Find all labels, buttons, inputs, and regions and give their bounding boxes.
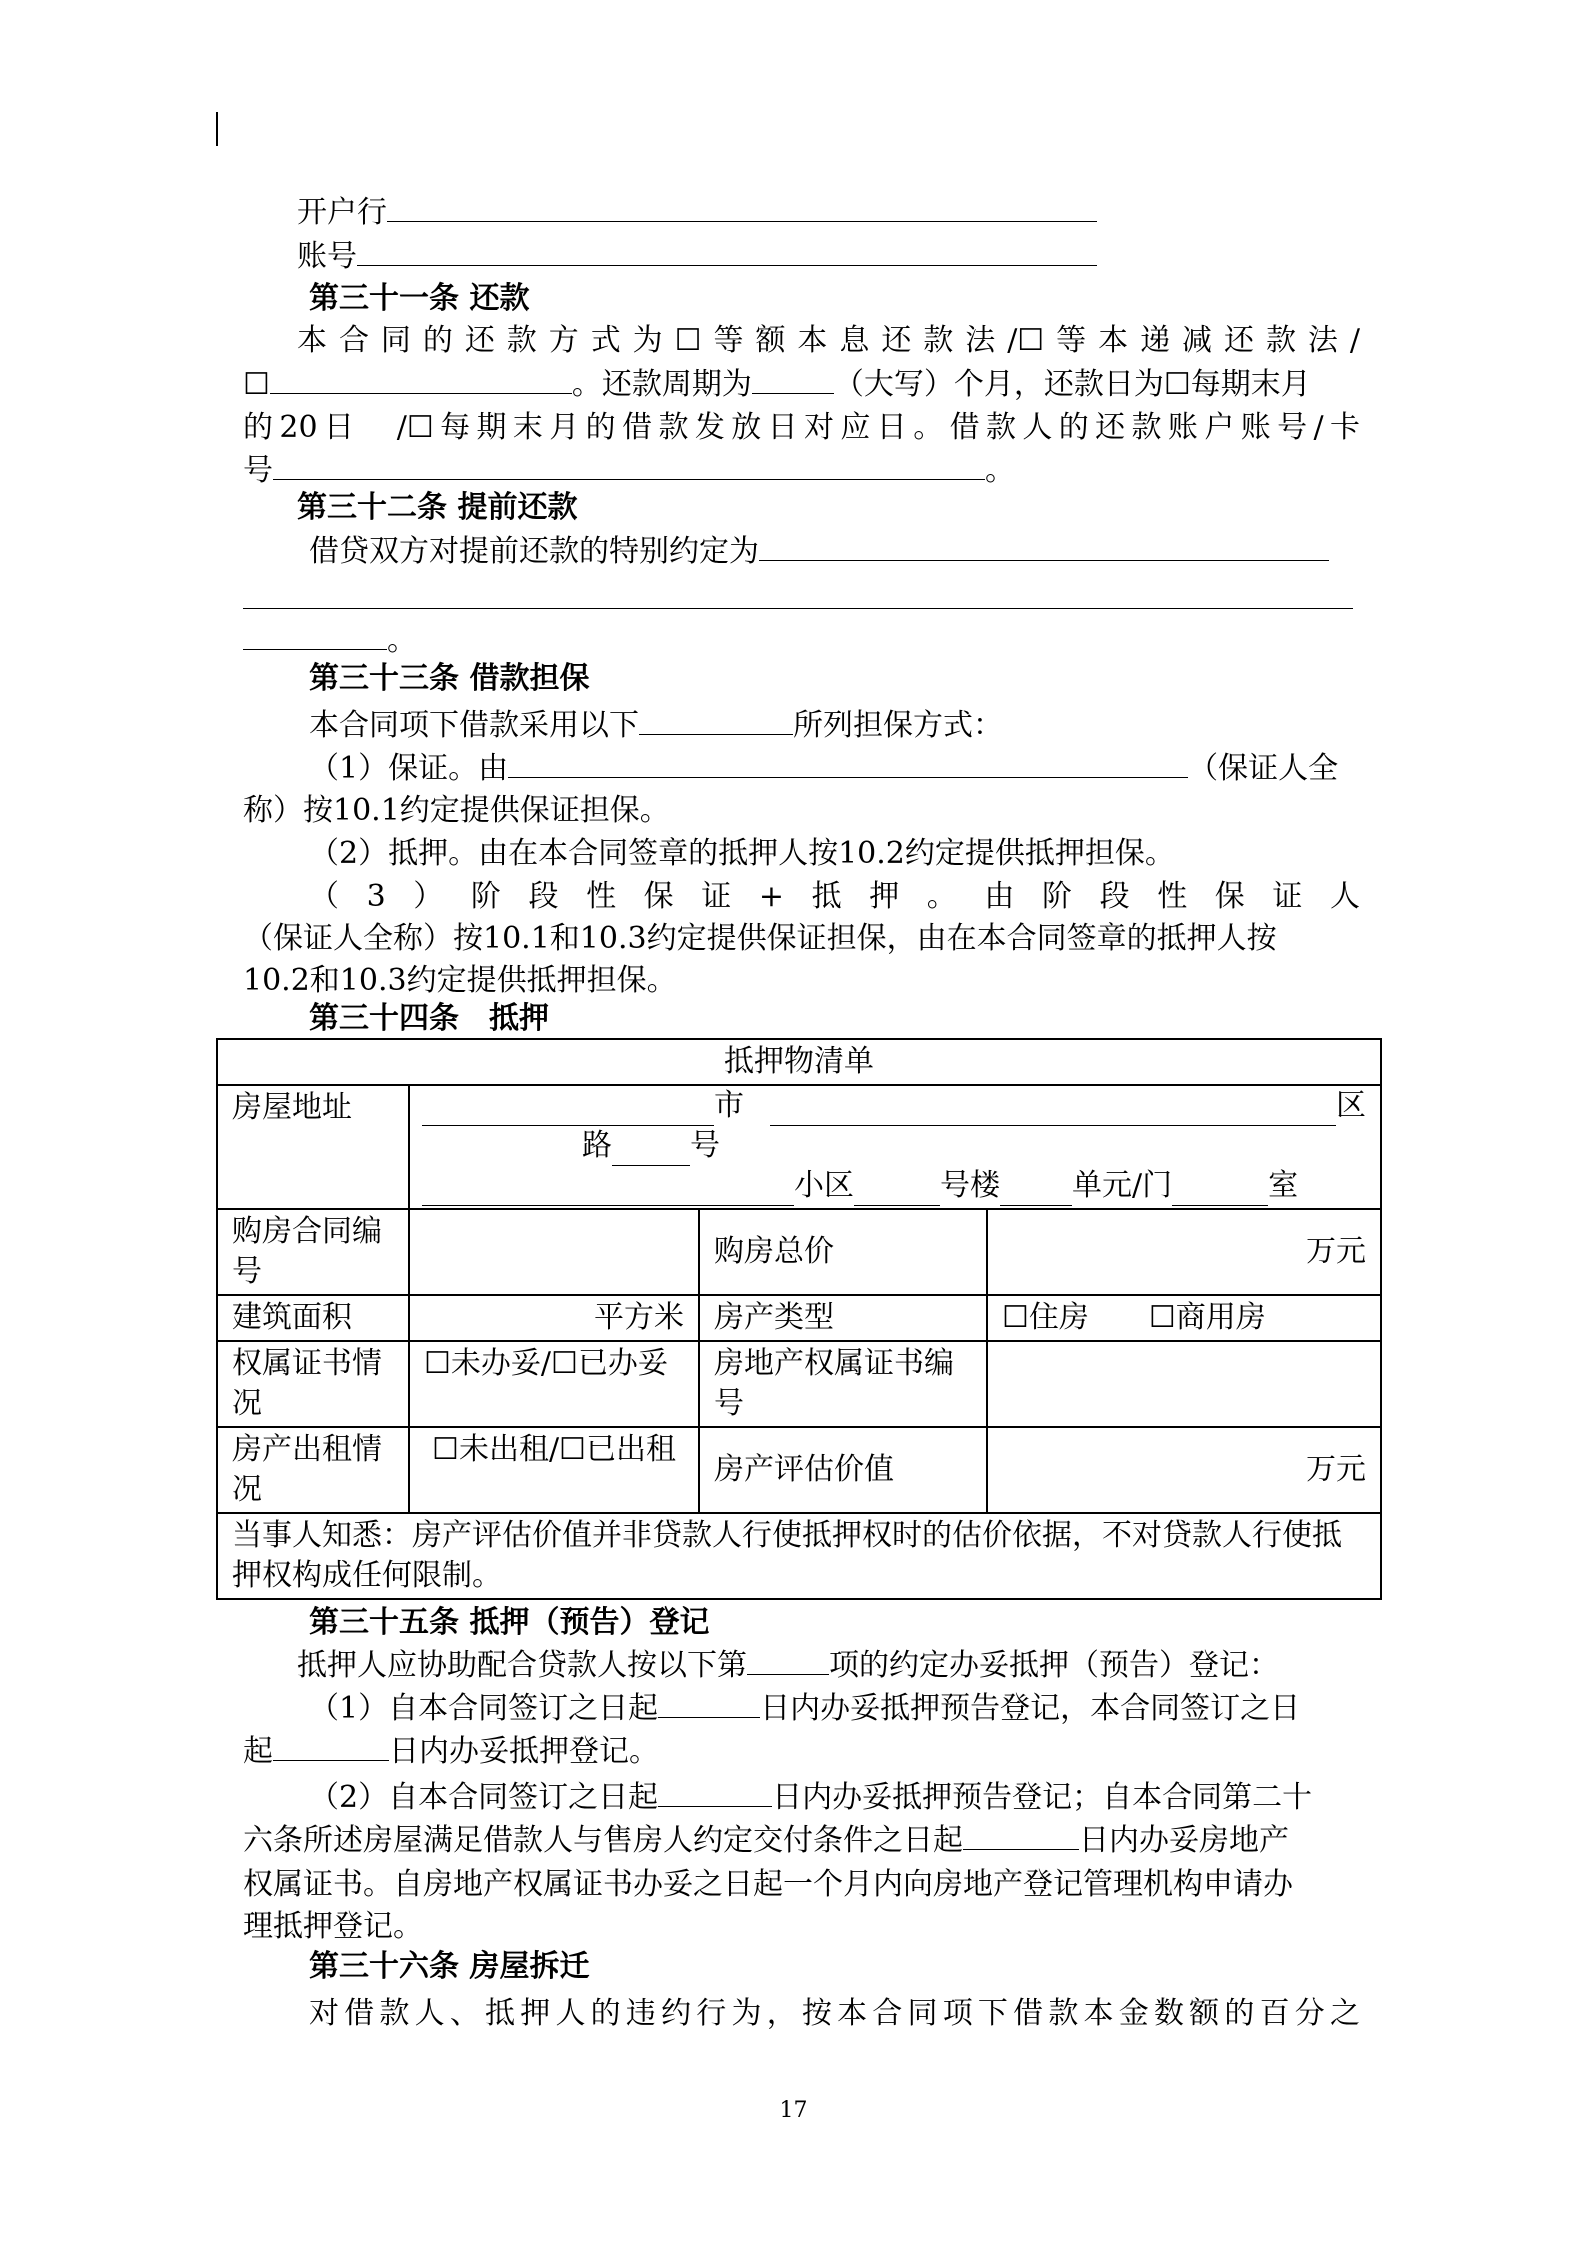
art33-line1: 本合同项下借款采用以下 所列担保方式： bbox=[309, 708, 1003, 743]
repay-period-blank[interactable] bbox=[752, 365, 834, 394]
address-building-blank[interactable] bbox=[854, 1177, 940, 1206]
bank-label: 开户行 bbox=[297, 195, 387, 230]
art31-line3: 的20日 /☐每期末月的借款发放日对应日。借款人的还款账户账号/卡 bbox=[243, 410, 1360, 445]
prepay-blank-1[interactable] bbox=[759, 532, 1329, 561]
cert-no-value[interactable] bbox=[987, 1341, 1381, 1427]
art33-line3: 称）按10.1约定提供保证担保。 bbox=[243, 793, 670, 828]
art31-line1: 本合同的还款方式为☐等额本息还款法/☐等本递减还款法/ bbox=[297, 323, 1360, 358]
type-label: 房产类型 bbox=[699, 1295, 987, 1341]
art33-line6: （保证人全称）按10.1和10.3约定提供保证担保，由在本合同签章的抵押人按 bbox=[243, 921, 1277, 956]
prenotice-days-blank-2[interactable] bbox=[658, 1778, 772, 1807]
address-district-blank[interactable] bbox=[770, 1097, 1336, 1126]
mortgage-days-blank[interactable] bbox=[273, 1732, 389, 1761]
address-cell: 市 区 路 号 小区 号楼 单元/门 室 bbox=[409, 1085, 1381, 1209]
art31-title: 第三十一条 还款 bbox=[309, 281, 530, 316]
art32-line1: 借贷双方对提前还款的特别约定为 bbox=[309, 531, 1329, 573]
contract-no-label: 购房合同编号 bbox=[217, 1209, 409, 1295]
account-line bbox=[297, 236, 1097, 278]
total-price-label: 购房总价 bbox=[699, 1209, 987, 1295]
art33-title: 第三十三条 借款担保 bbox=[309, 661, 590, 696]
art35-line4: （2）自本合同签订之日起 日内办妥抵押预告登记；自本合同第二十 bbox=[309, 1780, 1313, 1815]
rent-options[interactable]: ☐未出租/☐已出租 bbox=[409, 1427, 699, 1513]
repay-account-blank[interactable] bbox=[273, 451, 985, 480]
address-road-blank[interactable] bbox=[612, 1137, 690, 1166]
art35-line2: （1）自本合同签订之日起 日内办妥抵押预告登记，本合同签订之日 bbox=[309, 1691, 1301, 1726]
text-cursor bbox=[216, 112, 218, 146]
table-notice: 当事人知悉：房产评估价值并非贷款人行使抵押权时的估价依据，不对贷款人行使抵押权构成任何限制。 bbox=[217, 1513, 1381, 1599]
cert-status-options[interactable]: ☐未办妥/☐已办妥 bbox=[409, 1341, 699, 1427]
address-city-blank[interactable] bbox=[422, 1097, 714, 1126]
art35-line7: 理抵押登记。 bbox=[243, 1909, 423, 1944]
collateral-table-title: 抵押物清单 bbox=[217, 1039, 1381, 1085]
art35-line3: 起 日内办妥抵押登记。 bbox=[243, 1734, 659, 1769]
guarantor-blank[interactable] bbox=[508, 749, 1188, 778]
cert-no-label: 房地产权属证书编号 bbox=[699, 1341, 987, 1427]
registration-item-blank[interactable] bbox=[747, 1646, 829, 1675]
cert-status-label: 权属证书情况 bbox=[217, 1341, 409, 1427]
page-number: 17 bbox=[779, 2098, 808, 2123]
prepay-blank-3[interactable] bbox=[243, 621, 387, 650]
rent-label: 房产出租情况 bbox=[217, 1427, 409, 1513]
art35-line1: 抵押人应协助配合贷款人按以下第 项的约定办妥抵押（预告）登记： bbox=[297, 1648, 1279, 1683]
art36-line1: 对借款人、抵押人的违约行为，按本合同项下借款本金数额的百分之 bbox=[309, 1996, 1360, 2031]
art32-end-line: 。 bbox=[243, 620, 417, 662]
contract-no-value[interactable] bbox=[409, 1209, 699, 1295]
certificate-days-blank[interactable] bbox=[963, 1821, 1079, 1850]
art31-line4: 号 。 bbox=[243, 453, 1015, 488]
address-label: 房屋地址 bbox=[217, 1085, 409, 1209]
art32-title: 第三十二条 提前还款 bbox=[297, 490, 578, 525]
bank-line bbox=[297, 192, 1097, 234]
collateral-table bbox=[216, 1038, 1382, 1600]
address-room-blank[interactable] bbox=[1172, 1177, 1268, 1206]
art35-title: 第三十五条 抵押（预告）登记 bbox=[309, 1605, 710, 1640]
total-price-unit: 万元 bbox=[987, 1209, 1381, 1295]
area-label: 建筑面积 bbox=[217, 1295, 409, 1341]
address-community-blank[interactable] bbox=[422, 1177, 794, 1206]
type-options[interactable]: ☐住房 ☐商用房 bbox=[987, 1295, 1381, 1341]
area-unit: 平方米 bbox=[409, 1295, 699, 1341]
guarantee-item-blank[interactable] bbox=[639, 706, 793, 735]
prenotice-days-blank-1[interactable] bbox=[658, 1689, 760, 1718]
art33-line4: （2）抵押。由在本合同签章的抵押人按10.2约定提供抵押担保。 bbox=[309, 836, 1175, 871]
account-label: 账号 bbox=[297, 239, 357, 274]
art34-title: 第三十四条 抵押 bbox=[309, 1001, 549, 1036]
appraisal-unit: 万元 bbox=[987, 1427, 1381, 1513]
art36-title: 第三十六条 房屋拆迁 bbox=[309, 1949, 590, 1984]
art31-line2: ☐ 。还款周期为 （大写）个月，还款日为☐每期末月 bbox=[243, 367, 1311, 402]
appraisal-label: 房产评估价值 bbox=[699, 1427, 987, 1513]
repay-method-blank[interactable] bbox=[270, 365, 572, 394]
bank-blank[interactable] bbox=[387, 193, 1097, 222]
account-blank[interactable] bbox=[357, 237, 1097, 266]
address-unit-blank[interactable] bbox=[1000, 1177, 1072, 1206]
art35-line5: 六条所述房屋满足借款人与售房人约定交付条件之日起 日内办妥房地产 bbox=[243, 1823, 1289, 1858]
art33-line2: （1）保证。由 （保证人全 bbox=[309, 751, 1339, 786]
art33-line7: 10.2和10.3约定提供抵押担保。 bbox=[243, 963, 677, 998]
art33-line5: （3）阶段性保证+抵押。由阶段性保证人 bbox=[309, 879, 1360, 914]
art35-line6: 权属证书。自房地产权属证书办妥之日起一个月内向房地产登记管理机构申请办 bbox=[243, 1867, 1293, 1902]
prepay-blank-2[interactable] bbox=[243, 580, 1353, 609]
